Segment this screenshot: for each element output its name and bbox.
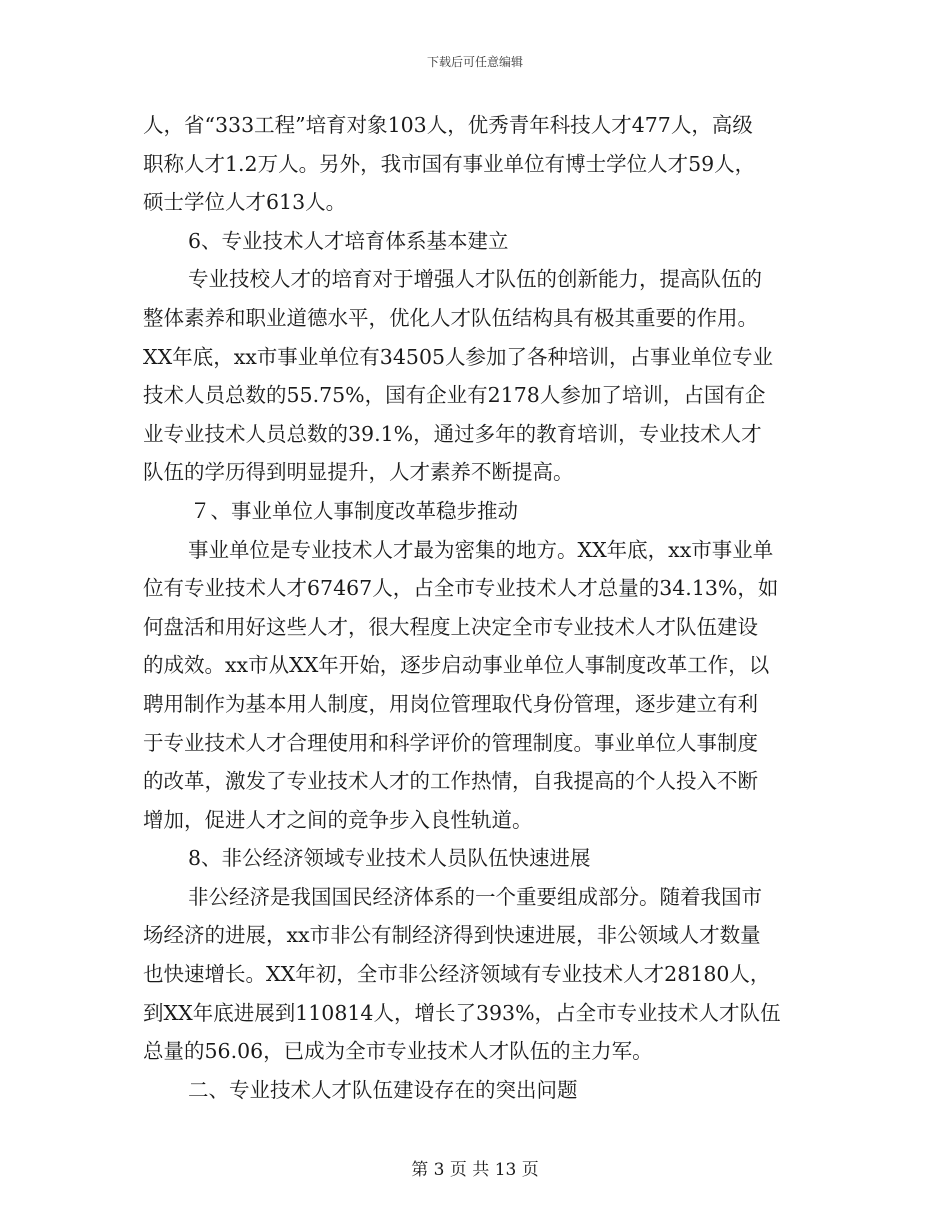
- text-line: 二、专业技术人才队伍建设存在的突出问题: [188, 1077, 578, 1102]
- text-line: 也快速增长。XX年初，全市非公经济领域有专业技术人才28180人，: [143, 962, 771, 987]
- text-line: 队伍的学历得到明显提升，人才素养不断提高。: [143, 460, 574, 485]
- text-line: 到XX年底进展到110814人，增长了393%，占全市专业技术人才队伍: [143, 1000, 781, 1025]
- text-line: 总量的56.06，已成为全市专业技术人才队伍的主力军。: [143, 1039, 653, 1064]
- page-header-note: 下载后可任意编辑: [426, 55, 523, 69]
- text-line: 非公经济是我国国民经济体系的一个重要组成部分。随着我国市: [188, 884, 762, 909]
- text-line: 硕士学位人才613人。: [143, 190, 347, 215]
- text-line: 8、非公经济领域专业技术人员队伍快速进展: [188, 846, 591, 871]
- text-line: 位有专业技术人才67467人，占全市专业技术人才总量的34.13%，如: [143, 576, 779, 601]
- document-body: [143, 106, 808, 1109]
- text-line: 何盘活和用好这些人才，很大程度上决定全市专业技术人才队伍建设: [143, 614, 758, 639]
- page-number-footer: 第 3 页 共 13 页: [411, 1160, 539, 1180]
- text-line: 专业技校人才的培育对于增强人才队伍的创新能力，提高队伍的: [188, 267, 762, 292]
- text-line: 的改革，激发了专业技术人才的工作热情，自我提高的个人投入不断: [143, 769, 758, 794]
- text-line: 整体素养和职业道德水平，优化人才队伍结构具有极其重要的作用。: [143, 305, 758, 330]
- text-line: 职称人才1.2万人。另外，我市国有事业单位有博士学位人才59人，: [143, 151, 756, 176]
- text-line: 6、专业技术人才培育体系基本建立: [188, 228, 509, 253]
- text-line: 技术人员总数的55.75%，国有企业有2178人参加了培训，占国有企: [143, 383, 766, 408]
- text-line: XX年底，xx市事业单位有34505人参加了各种培训，占事业单位专业: [143, 344, 774, 369]
- text-line: 聘用制作为基本用人制度，用岗位管理取代身份管理，逐步建立有利: [143, 691, 758, 716]
- text-line: 场经济的进展，xx市非公有制经济得到快速进展，非公领域人才数量: [143, 923, 761, 948]
- text-line: 事业单位是专业技术人才最为密集的地方。XX年底，xx市事业单: [188, 537, 774, 562]
- text-line: 于专业技术人才合理使用和科学评价的管理制度。事业单位人事制度: [143, 730, 758, 755]
- text-line: 人，省“333工程”培育对象103人，优秀青年科技人才477人，高级: [143, 113, 753, 137]
- text-line: ７、事业单位人事制度改革稳步推动: [190, 498, 518, 523]
- text-line: 业专业技术人员总数的39.1%，通过多年的教育培训，专业技术人才: [143, 421, 762, 446]
- text-line: 增加，促进人才之间的竞争步入良性轨道。: [143, 807, 533, 832]
- text-line: 的成效。xx市从XX年开始，逐步启动事业单位人事制度改革工作，以: [143, 653, 770, 678]
